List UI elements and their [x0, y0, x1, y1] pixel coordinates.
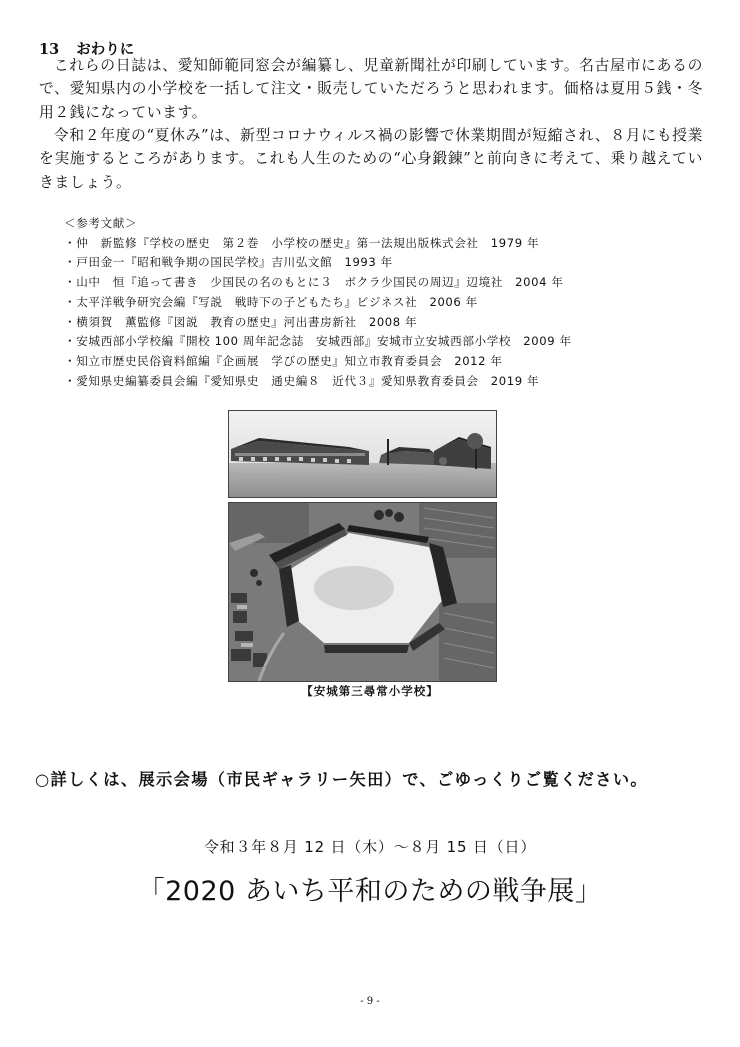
- school-building-photo: [228, 410, 497, 498]
- photo-caption: 【安城第三尋常小学校】: [301, 684, 439, 698]
- event-dates: 令和３年８月 12 日（木）～８月 15 日（日）: [203, 838, 537, 856]
- references-list: [64, 234, 572, 392]
- body-paragraph-2: 令和２年度の“夏休み”は、新型コロナウィルス禍の影響で休業期間が短縮され、８月にも授業を実施するところがあります。これも人生のための“心身鍛錬”と前向きに考えて、乗り越えていきましょう。: [39, 127, 703, 191]
- section-title: おわりに: [76, 41, 135, 58]
- page-number: - 9 -: [360, 996, 380, 1007]
- event-title: 「2020 あいち平和のための戦争展」: [137, 876, 603, 907]
- aerial-school-photo: [228, 502, 497, 682]
- reference-item: ・ 知立市歴史民俗資料館編『企画展 学びの歴史』知立市教育委員会 2012 年: [64, 352, 572, 372]
- reference-item: ・ 愛知県史編纂委員会編『愛知県史 通史編８ 近代３』愛知県教育委員会 2019 年: [64, 372, 572, 392]
- section-number: 13: [39, 41, 60, 58]
- reference-item: ・ 安城西部小学校編『開校 100 周年記念誌 安城西部』安城市立安城西部小学校 2009 年: [64, 332, 572, 352]
- references-title: ＜参考文献＞: [64, 216, 138, 230]
- reference-item: ・ 太平洋戦争研究会編『写説 戦時下の子どもたち』ビジネス社 2006 年: [64, 293, 572, 313]
- reference-item: ・ 横須賀 薫監修『図説 教育の歴史』河出書房新社 2008 年: [64, 313, 572, 333]
- reference-item: ・ 山中 恒『追って書き 少国民の名のもとに３ ボクラ少国民の周辺』辺境社 2004 年: [64, 273, 572, 293]
- references-block: [64, 214, 572, 391]
- exhibition-notice: ○詳しくは、展示会場（市民ギャラリー矢田）で、ごゆっくりご覧ください。: [35, 770, 649, 789]
- reference-item: ・ 仲 新監修『学校の歴史 第２巻 小学校の歴史』第一法規出版株式会社 1979 年: [64, 234, 572, 254]
- reference-item: ・ 戸田金一『昭和戦争期の国民学校』吉川弘文館 1993 年: [64, 253, 572, 273]
- body-paragraph-1: これらの日誌は、愛知師範同窓会が編纂し、児童新聞社が印刷しています。名古屋市にあるので、愛知県内の小学校を一括して注文・販売していただろうと思われます。価格は夏用５銭・冬用２銭になっています。: [39, 57, 703, 121]
